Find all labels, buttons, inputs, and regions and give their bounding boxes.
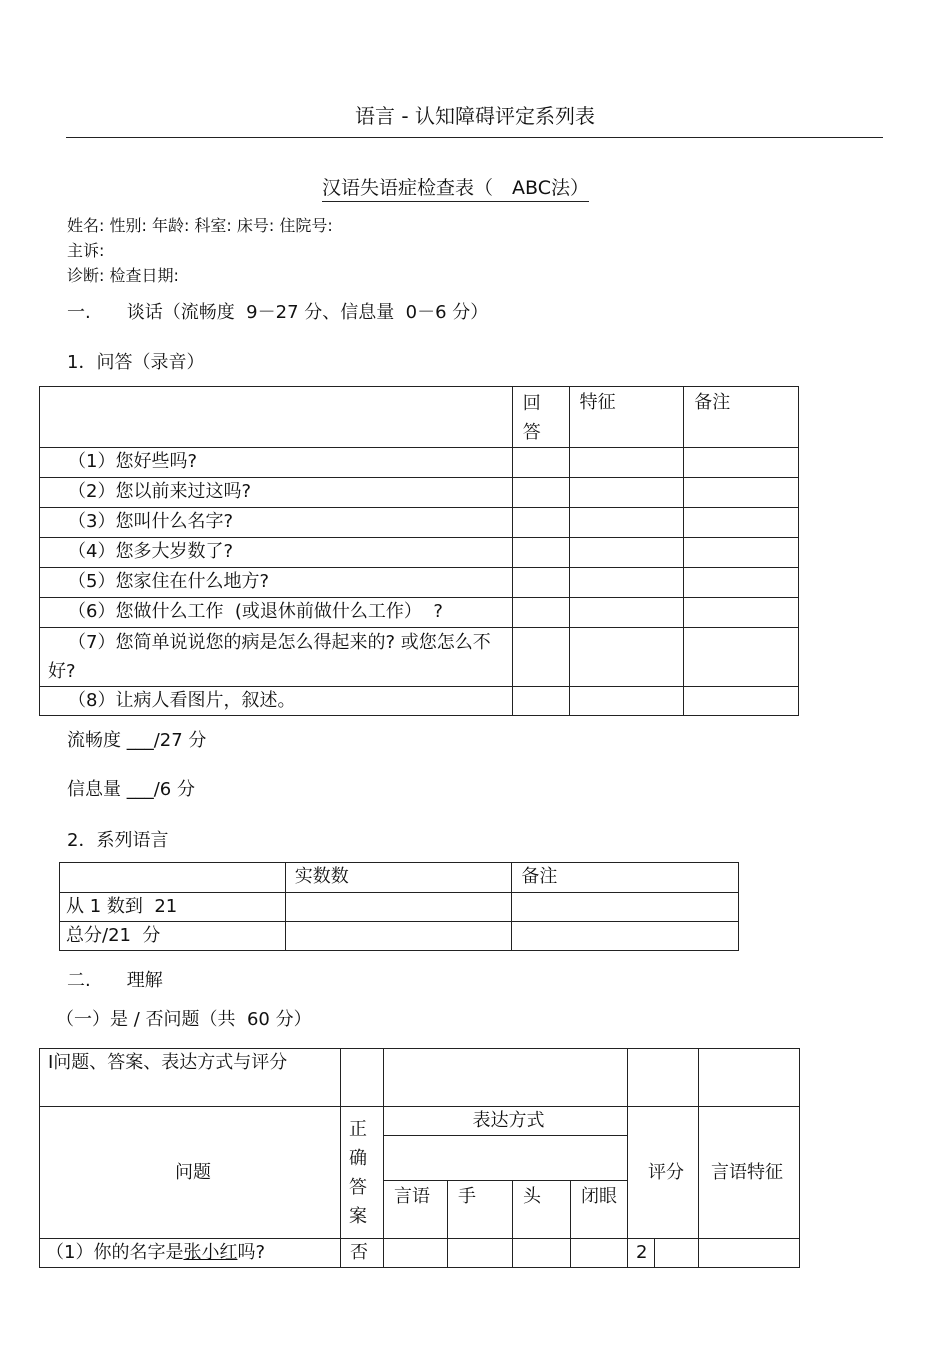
yn-correct-answer-1: 否 <box>341 1239 384 1268</box>
series-note-cell[interactable] <box>512 893 739 922</box>
qa-answer-cell[interactable] <box>512 478 569 508</box>
document-header-title: 语言 - 认知障碍评定系列表 <box>355 104 595 128</box>
table-row <box>40 538 799 568</box>
qa-table <box>39 386 799 716</box>
qa-subheading: 1．问答（录音） <box>67 352 205 373</box>
form-title: 汉语失语症检查表（ ABC法） <box>322 173 589 202</box>
qa-feature-cell[interactable] <box>569 478 684 508</box>
qa-note-cell[interactable] <box>684 538 799 568</box>
fluency-score: 流畅度 ___/27 分 <box>67 730 207 751</box>
qa-answer-cell[interactable] <box>512 568 569 598</box>
yn-expr-hand: 手 <box>448 1181 513 1239</box>
information-score: 信息量 ___/6 分 <box>67 779 195 800</box>
qa-feature-cell[interactable] <box>569 628 684 687</box>
header-divider <box>66 137 883 138</box>
yes-no-subheading: （一）是 / 否问题（共 60 分） <box>56 1009 312 1030</box>
complaint-line: 主诉: <box>67 241 105 260</box>
series-header-row <box>60 863 739 893</box>
series-count-cell[interactable] <box>285 922 512 951</box>
yn-blank-cell <box>384 1049 628 1107</box>
yn-expr-cell[interactable] <box>384 1239 448 1268</box>
qa-question: （8）让病人看图片，叙述。 <box>40 687 513 716</box>
patient-info-line: 姓名: 性别: 年龄: 科室: 床号: 住院号: <box>67 216 333 235</box>
qa-question: （7）您简单说说您的病是怎么得起来的? 或您怎么不好? <box>40 628 513 687</box>
qa-answer-cell[interactable] <box>512 598 569 628</box>
series-header-count: 实数数 <box>285 863 512 893</box>
diagnosis-line: 诊断: 检查日期: <box>67 266 179 285</box>
qa-header-answer: 回答 <box>512 387 569 448</box>
table-row <box>40 568 799 598</box>
yn-question-1 <box>40 1239 341 1268</box>
table-row <box>40 628 799 687</box>
yn-question-suffix: 吗? <box>237 1242 266 1263</box>
series-note-cell[interactable] <box>512 922 739 951</box>
yn-expr-speech: 言语 <box>384 1181 448 1239</box>
qa-feature-cell[interactable] <box>569 448 684 478</box>
qa-feature-cell[interactable] <box>569 568 684 598</box>
qa-answer-cell[interactable] <box>512 508 569 538</box>
yn-header-score: 评分 <box>628 1107 699 1239</box>
table-row <box>40 448 799 478</box>
table-row <box>40 478 799 508</box>
series-table <box>59 862 739 951</box>
series-row-label: 从 1 数到 21 <box>60 893 286 922</box>
qa-note-cell[interactable] <box>684 448 799 478</box>
yn-score-check-cell[interactable] <box>655 1239 699 1268</box>
qa-note-cell[interactable] <box>684 628 799 687</box>
series-header-note: 备注 <box>512 863 739 893</box>
qa-header-row <box>40 387 799 448</box>
yn-expr-close-eyes: 闭眼 <box>571 1181 628 1239</box>
qa-question: （4）您多大岁数了? <box>40 538 513 568</box>
yn-question-name: 张小红 <box>183 1242 238 1263</box>
yn-table-title: Ⅰ问题、答案、表达方式与评分 <box>40 1049 341 1107</box>
yn-expr-cell[interactable] <box>513 1239 571 1268</box>
yn-title-row <box>40 1049 800 1107</box>
table-row <box>60 922 739 951</box>
table-row <box>40 687 799 716</box>
qa-note-cell[interactable] <box>684 687 799 716</box>
qa-answer-cell[interactable] <box>512 687 569 716</box>
qa-question: （6）您做什么工作 (或退休前做什么工作） ? <box>40 598 513 628</box>
qa-feature-cell[interactable] <box>569 687 684 716</box>
yn-header-speech-feature: 言语特征 <box>699 1107 800 1239</box>
series-speech-subheading: 2．系列语言 <box>67 830 169 851</box>
yn-blank-cell <box>384 1136 628 1181</box>
yn-feature-cell[interactable] <box>699 1239 800 1268</box>
series-row-label: 总分/21 分 <box>60 922 286 951</box>
qa-note-cell[interactable] <box>684 478 799 508</box>
qa-feature-cell[interactable] <box>569 538 684 568</box>
section-conversation-heading: 一. 谈话（流畅度 9－27 分、信息量 0－6 分） <box>67 302 489 323</box>
table-row <box>60 893 739 922</box>
qa-header-blank <box>40 387 513 448</box>
section-comprehension-heading: 二. 理解 <box>67 970 163 991</box>
qa-question: （1）您好些吗? <box>40 448 513 478</box>
yn-header-expression: 表达方式 <box>384 1107 628 1136</box>
yn-header-row <box>40 1107 800 1136</box>
qa-question: （2）您以前来过这吗? <box>40 478 513 508</box>
qa-note-cell[interactable] <box>684 598 799 628</box>
qa-feature-cell[interactable] <box>569 598 684 628</box>
yn-question-prefix: （1）你的名字是 <box>46 1242 184 1263</box>
yn-expr-cell[interactable] <box>448 1239 513 1268</box>
qa-answer-cell[interactable] <box>512 538 569 568</box>
series-count-cell[interactable] <box>285 893 512 922</box>
yn-score-1: 2 <box>628 1239 655 1268</box>
yn-blank-cell <box>699 1049 800 1107</box>
qa-header-feature: 特征 <box>569 387 684 448</box>
yn-expr-cell[interactable] <box>571 1239 628 1268</box>
yn-header-question: 问题 <box>40 1107 341 1239</box>
qa-note-cell[interactable] <box>684 508 799 538</box>
yes-no-table <box>39 1048 800 1268</box>
table-row <box>40 598 799 628</box>
table-row <box>40 1239 800 1268</box>
yn-expr-head: 头 <box>513 1181 571 1239</box>
qa-question: （5）您家住在什么地方? <box>40 568 513 598</box>
table-row <box>40 508 799 538</box>
yn-blank-cell <box>341 1049 384 1107</box>
yn-header-correct-answer: 正确答案 <box>341 1107 384 1239</box>
qa-answer-cell[interactable] <box>512 448 569 478</box>
qa-header-note: 备注 <box>684 387 799 448</box>
qa-answer-cell[interactable] <box>512 628 569 687</box>
series-header-blank <box>60 863 286 893</box>
qa-note-cell[interactable] <box>684 568 799 598</box>
qa-question: （3）您叫什么名字? <box>40 508 513 538</box>
qa-feature-cell[interactable] <box>569 508 684 538</box>
yn-blank-cell <box>628 1049 699 1107</box>
